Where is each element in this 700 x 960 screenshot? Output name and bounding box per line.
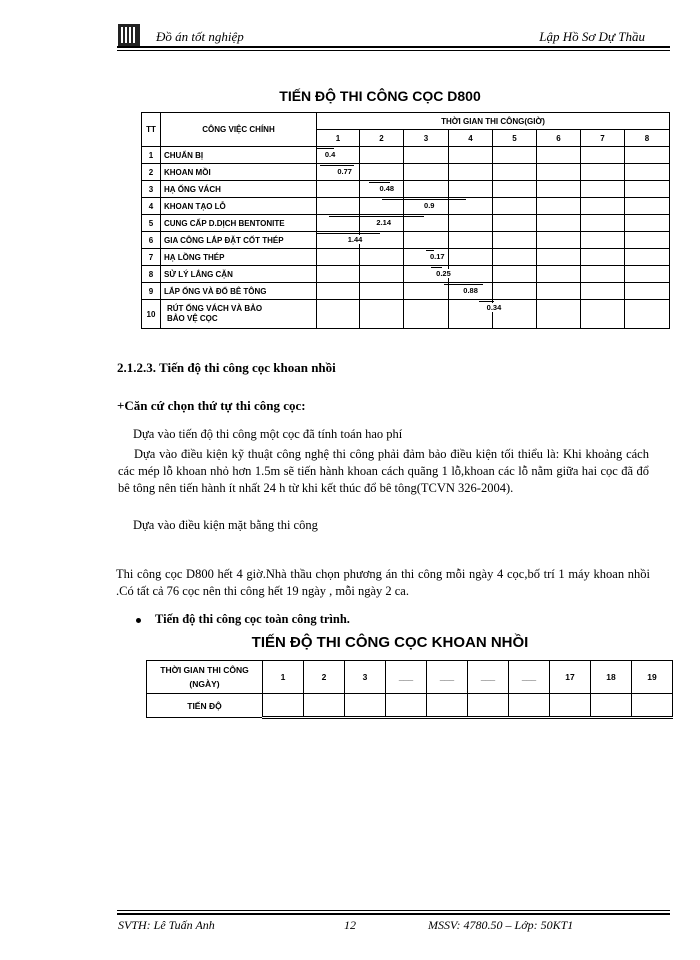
gantt-bar [479,301,494,302]
task-no: 3 [142,181,161,198]
progress-row-label: TIẾN ĐỘ [147,694,263,718]
gantt-bar [444,284,483,285]
header-right-title: Lập Hồ Sơ Dự Thầu [539,29,645,44]
progress-cell [386,694,427,718]
col-tt-header: TT [142,113,161,147]
hour-header: 8 [625,130,670,147]
progress-cell [632,694,673,718]
hour-header: 4 [449,130,493,147]
gantt-bar [382,199,466,200]
bullet-text: Tiến độ thi công cọc toàn công trình. [155,612,350,626]
gantt-bar-label: 1.44 [347,235,363,244]
day-cell: 17 [550,661,591,694]
footer-page-number: 12 [344,918,356,932]
task-no: 8 [142,266,161,283]
gantt-bar-label: 0.48 [379,184,395,193]
gantt-bar-label: 0.25 [436,269,451,278]
task-name: HẠ LỒNG THÉP [161,249,317,266]
task-name: KHOAN TẠO LỖ [161,198,317,215]
hour-header: 2 [360,130,404,147]
day-cell: 19 [632,661,673,694]
hour-header: 6 [537,130,581,147]
day-cell: ___ [468,661,509,694]
section-subheading: +Căn cứ chọn thứ tự thi công cọc: [117,398,306,413]
progress-cell [304,694,345,718]
day-cell: 18 [591,661,632,694]
task-no: 7 [142,249,161,266]
task-no: 9 [142,283,161,300]
paragraph-2: Dựa vào điều kiện kỹ thuật công nghệ thi công phải đảm bảo điều kiện tối thiểu là: Khi khoảng cách các mép lỗ khoan nhỏ hơn 1.5m sẽ tiến hành khoan cách quãng 1 lỗ,khoan các lỗ nằm giữa hai cọc đã đổ bê tông nên tiến hành ít nhất 24 h từ khi kết thúc đổ bê tông(TCVN 326-2004). [118,447,649,495]
footer-student-id: MSSV: 4780.50 – Lớp: 50KT1 [428,918,574,932]
footer-rule-thin [117,910,670,911]
gantt-bar-label: 2.14 [376,218,392,227]
progress-cell [427,694,468,718]
gantt-bar-label: 0.4 [324,150,336,159]
task-name-line1: RÚT ỐNG VÁCH VÀ BẢO [167,304,263,313]
days-label-line2: (NGÀY) [189,679,220,689]
day-cell: 3 [345,661,386,694]
progress-cell [345,694,386,718]
gantt-bar [431,267,442,268]
progress-cell [509,694,550,718]
section-heading: 2.1.2.3. Tiến độ thi công cọc khoan nhồi [117,360,336,375]
gantt-bar [329,216,423,217]
gantt-bar [316,148,334,149]
progress-cell [550,694,591,718]
task-name: SỬ LÝ LẮNG CẶN [161,266,317,283]
hour-header: 7 [581,130,625,147]
gantt-bar [316,233,380,234]
paragraph-4: Thi công cọc D800 hết 4 giờ.Nhà thầu chọn phương án thi công mỗi ngày 4 cọc,bố trí 1 máy khoan nhồi .Có tất cả 76 cọc nên thi công hết 19 ngày , mỗi ngày 2 ca. [116,567,650,598]
task-name-line2: BẢO VỆ CỌC [167,314,218,323]
footer-rule [117,913,670,915]
header-logo [118,24,140,46]
task-name [161,300,317,329]
task-no: 1 [142,147,161,164]
day-cell: 2 [304,661,345,694]
days-row-label [147,661,263,694]
header-rule-thin [117,50,670,51]
paragraph-3: Dựa vào điều kiện mặt bằng thi công [133,518,318,532]
gantt-bar-label: 0.88 [463,286,478,295]
gantt-bar [426,250,433,251]
day-cell: ___ [509,661,550,694]
header-rule [117,46,670,48]
task-no: 10 [142,300,161,329]
gantt-bar-label: 0.34 [486,303,502,312]
task-name: GIA CÔNG LẮP ĐẶT CỐT THÉP [161,232,317,249]
task-no: 4 [142,198,161,215]
hour-header: 3 [404,130,449,147]
footer-student: SVTH: Lê Tuấn Anh [118,918,215,932]
task-name: CUNG CẤP D.DỊCH BENTONITE [161,215,317,232]
gantt-bar [320,165,354,166]
task-name: CHUẨN BỊ [161,147,317,164]
task-no: 2 [142,164,161,181]
task-name: LẮP ỐNG VÀ ĐỔ BÊ TÔNG [161,283,317,300]
day-cell: 1 [263,661,304,694]
days-label-line1: THỜI GIAN THI CÔNG [160,665,249,675]
gantt-bar-label: 0.77 [337,167,352,176]
task-no: 6 [142,232,161,249]
progress-cell [468,694,509,718]
task-name: KHOAN MỒI [161,164,317,181]
day-cell: ___ [427,661,468,694]
d800-schedule-title: TIẾN ĐỘ THI CÔNG CỌC D800 [279,88,481,104]
progress-cell [263,694,304,718]
col-work-header: CÔNG VIỆC CHÍNH [161,113,317,147]
paragraph-1: Dựa vào tiến độ thi công một cọc đã tính toán hao phí [133,427,403,441]
bullet-icon [136,618,141,623]
hour-header: 5 [493,130,537,147]
day-cell: ___ [386,661,427,694]
d800-gantt-bars [316,144,669,332]
gantt-bar-label: 0.17 [429,252,445,261]
days-schedule-title: TIẾN ĐỘ THI CÔNG CỌC KHOAN NHỒI [251,634,529,651]
days-schedule-table [146,660,673,719]
header-left-title: Đồ án tốt nghiệp [156,29,244,44]
gantt-bar [369,182,390,183]
task-no: 5 [142,215,161,232]
task-name: HẠ ỐNG VÁCH [161,181,317,198]
hour-header: 1 [317,130,360,147]
bullet-item [136,612,350,627]
progress-cell [591,694,632,718]
gantt-bar-label: 0.9 [424,201,435,210]
col-time-header: THỜI GIAN THI CÔNG(GIỜ) [317,113,670,130]
